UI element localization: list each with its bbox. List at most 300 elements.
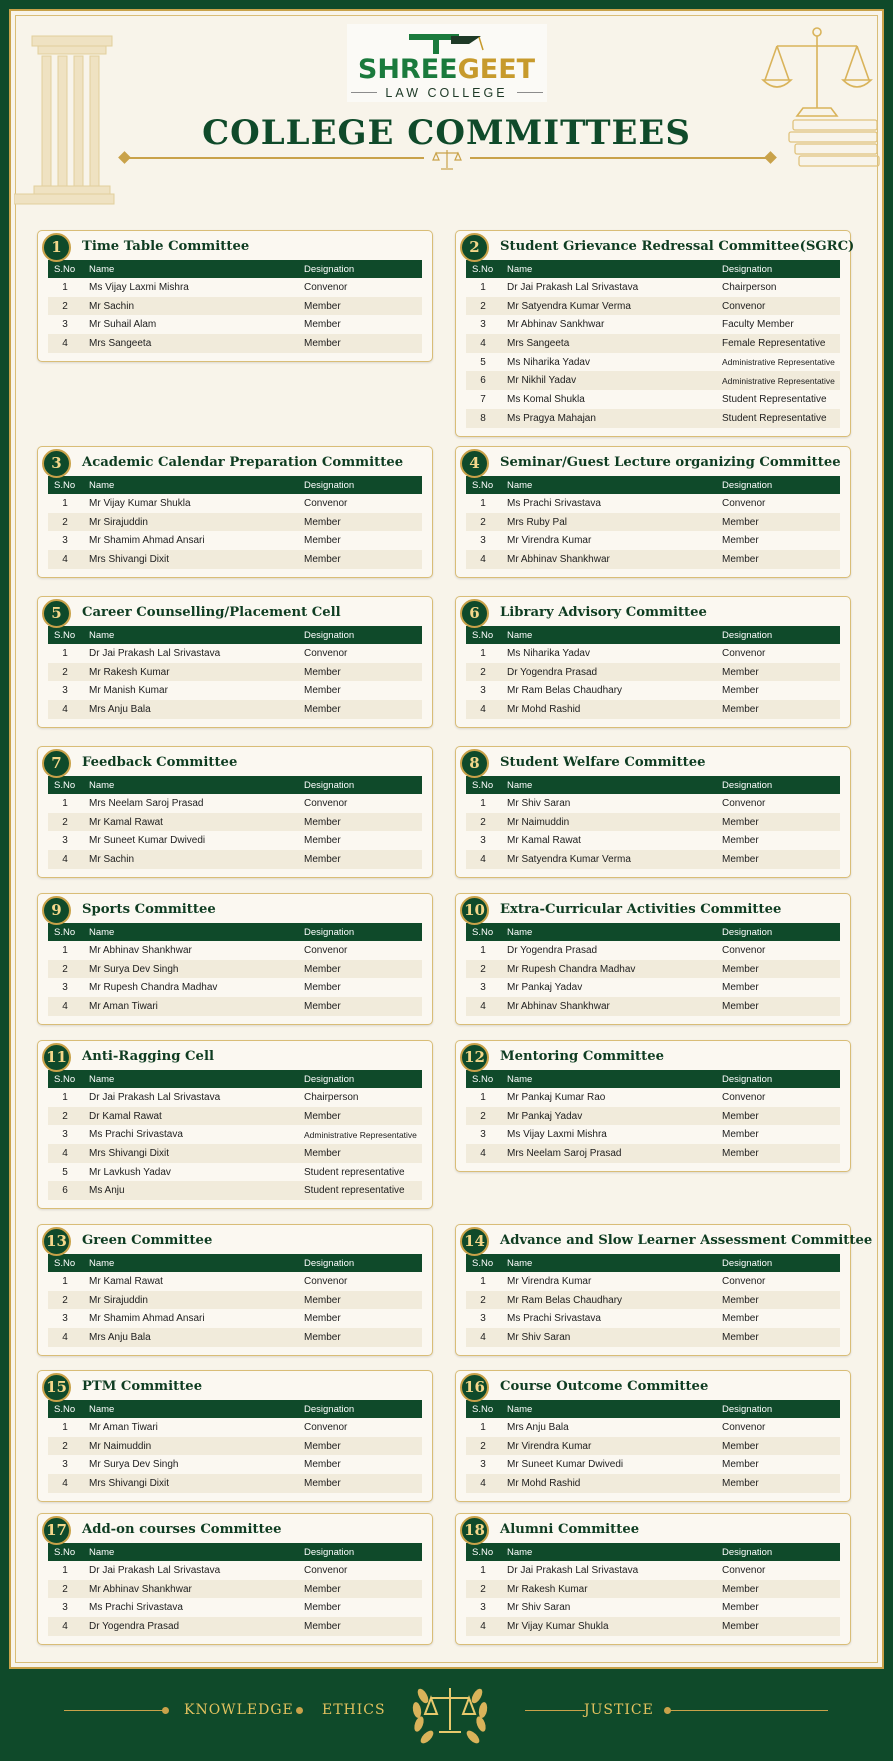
table-row [466, 278, 840, 297]
cell-designation: Member [718, 850, 840, 869]
table-row [466, 353, 840, 372]
cell-designation: Chairperson [304, 1091, 359, 1103]
committee-title: Anti-Ragging Cell [82, 1049, 214, 1064]
cell-sno: 4 [466, 850, 500, 869]
table-row [466, 813, 840, 832]
committee-card [455, 596, 851, 728]
cell-name: Mr Naimuddin [82, 1437, 300, 1456]
cell-name: Dr Jai Prakash Lal Srivastava [507, 1564, 639, 1576]
col-designation: Designation [718, 776, 840, 794]
table-row [48, 297, 422, 316]
col-name: Name [500, 626, 718, 644]
committee-number-badge: 4 [460, 449, 489, 478]
committee-table [466, 923, 840, 1016]
table-row [466, 390, 840, 409]
table-row [466, 1617, 840, 1636]
committee-number-badge: 17 [42, 1516, 71, 1545]
committee-number-badge: 6 [460, 599, 489, 628]
cell-designation: Member [300, 960, 422, 979]
cell-name: Mr Rakesh Kumar [500, 1580, 718, 1599]
committee-card [37, 1370, 433, 1502]
committee-card [455, 1040, 851, 1172]
cell-sno: 1 [62, 497, 68, 509]
cell-name: Dr Kamal Rawat [82, 1107, 300, 1126]
cell-name: Mr Sachin [82, 297, 300, 316]
cell-sno: 1 [62, 944, 68, 956]
col-sno: S.No [466, 1543, 500, 1561]
cell-name: Mr Aman Tiwari [82, 997, 300, 1016]
table-row [466, 960, 840, 979]
cell-name: Mr Sachin [82, 850, 300, 869]
table-row [48, 941, 422, 960]
col-sno: S.No [466, 626, 500, 644]
col-name: Name [82, 626, 300, 644]
table-row [48, 850, 422, 869]
cell-designation: Member [718, 1580, 840, 1599]
table-row [466, 1328, 840, 1347]
table-row [466, 315, 840, 334]
committee-table [48, 1400, 422, 1493]
cell-designation: Convenor [722, 797, 766, 809]
cell-designation: Member [300, 850, 422, 869]
cell-sno: 1 [62, 797, 68, 809]
cell-name: Mr Naimuddin [500, 813, 718, 832]
cell-designation: Student representative [300, 1181, 422, 1200]
table-row [48, 531, 422, 550]
cell-sno: 4 [466, 700, 500, 719]
cell-sno: 2 [466, 1107, 500, 1126]
cell-sno: 4 [48, 1144, 82, 1163]
cell-sno: 4 [466, 1328, 500, 1347]
cell-sno: 1 [480, 1421, 486, 1433]
cell-designation: Administrative Representative [304, 1129, 417, 1140]
cell-name: Mr Abhinav Shankhwar [500, 997, 718, 1016]
cell-name: Mr Mohd Rashid [500, 1474, 718, 1493]
cell-name: Mrs Shivangi Dixit [82, 550, 300, 569]
committee-number-badge: 13 [42, 1227, 71, 1256]
cell-designation: Member [718, 663, 840, 682]
cell-name: Dr Yogendra Prasad [507, 944, 598, 956]
cell-sno: 3 [480, 982, 486, 994]
cell-sno: 4 [466, 550, 500, 569]
table-row [48, 513, 422, 532]
committee-title: Student Welfare Committee [500, 755, 706, 770]
cell-name: Mr Satyendra Kumar Verma [500, 297, 718, 316]
cell-designation: Convenor [304, 1421, 348, 1433]
cell-designation: Member [304, 1459, 341, 1471]
cell-designation: Convenor [722, 1421, 766, 1433]
cell-sno: 7 [480, 393, 486, 405]
cell-designation: Member [300, 1617, 422, 1636]
table-row [466, 1291, 840, 1310]
cell-sno: 3 [480, 835, 486, 847]
committee-table [48, 260, 422, 353]
table-row [466, 334, 840, 353]
col-sno: S.No [48, 1400, 82, 1418]
table-row [466, 1598, 840, 1617]
committee-card [455, 1224, 873, 1356]
cell-sno: 3 [480, 1459, 486, 1471]
table-row [466, 831, 840, 850]
cell-designation: Member [300, 663, 422, 682]
committee-title: Course Outcome Committee [500, 1379, 709, 1394]
table-row [466, 513, 840, 532]
table-row [48, 700, 422, 719]
footer-word-knowledge: KNOWLEDGE [184, 1702, 294, 1718]
table-row [48, 1598, 422, 1617]
committee-table [466, 1070, 840, 1163]
committee-number-badge: 16 [460, 1373, 489, 1402]
committee-table [466, 1543, 840, 1636]
cell-sno: 2 [48, 297, 82, 316]
small-scales-icon [432, 148, 462, 172]
col-name: Name [82, 923, 300, 941]
cell-sno: 4 [48, 334, 82, 353]
table-row [48, 1291, 422, 1310]
cell-name: Ms Prachi Srivastava [507, 497, 601, 509]
committee-number-badge: 12 [460, 1043, 489, 1072]
table-row [466, 850, 840, 869]
table-row [48, 663, 422, 682]
cell-name: Mr Pankaj Yadav [507, 982, 583, 994]
committee-table [48, 626, 422, 719]
col-name: Name [500, 260, 718, 278]
cell-designation: Female Representative [718, 334, 840, 353]
cell-name: Mr Surya Dev Singh [89, 1459, 179, 1471]
cell-name: Dr Yogendra Prasad [82, 1617, 300, 1636]
cell-sno: 2 [466, 1580, 500, 1599]
cell-name: Mrs Neelam Saroj Prasad [89, 797, 204, 809]
table-row [466, 681, 840, 700]
table-row [466, 1437, 840, 1456]
col-designation: Designation [300, 1543, 422, 1561]
cell-sno: 3 [480, 685, 486, 697]
cell-designation: Member [718, 1437, 840, 1456]
cell-designation: Member [718, 1328, 840, 1347]
cell-name: Dr Yogendra Prasad [500, 663, 718, 682]
cell-designation: Member [718, 700, 840, 719]
cell-name: Ms Prachi Srivastava [89, 1602, 183, 1614]
cell-sno: 4 [48, 700, 82, 719]
col-sno: S.No [48, 1254, 82, 1272]
committee-title: Seminar/Guest Lecture organizing Committee [500, 455, 841, 470]
col-name: Name [500, 1543, 718, 1561]
col-sno: S.No [48, 476, 82, 494]
table-row [466, 663, 840, 682]
cell-sno: 4 [48, 850, 82, 869]
col-designation: Designation [300, 626, 422, 644]
col-sno: S.No [466, 923, 500, 941]
cell-name: Ms Prachi Srivastava [507, 1313, 601, 1325]
footer-word-justice: JUSTICE [584, 1702, 654, 1718]
table-row [466, 1474, 840, 1493]
cell-name: Mr Aman Tiwari [89, 1421, 158, 1433]
col-designation: Designation [718, 260, 840, 278]
cell-name: Mr Mohd Rashid [500, 700, 718, 719]
committee-card [455, 1513, 851, 1645]
table-row [466, 531, 840, 550]
committee-title: Time Table Committee [82, 239, 250, 254]
committee-number-badge: 3 [42, 449, 71, 478]
cell-designation: Faculty Member [722, 319, 794, 331]
committee-title: Student Grievance Redressal Committee(SGRC) [500, 239, 855, 254]
cell-name: Mr Abhinav Sankhwar [507, 319, 605, 331]
committee-table [466, 1400, 840, 1493]
table-row [48, 1125, 422, 1144]
cell-designation: Member [722, 535, 759, 547]
cell-sno: 3 [62, 982, 68, 994]
cell-name: Mr Rupesh Chandra Madhav [89, 982, 218, 994]
col-name: Name [82, 1254, 300, 1272]
cell-name: Mr Vijay Kumar Shukla [89, 497, 191, 509]
cell-designation: Member [722, 1459, 759, 1471]
col-sno: S.No [466, 1070, 500, 1088]
committee-table [466, 626, 840, 719]
cell-designation: Member [722, 982, 759, 994]
committee-card [455, 746, 851, 878]
cell-sno: 2 [48, 1437, 82, 1456]
cell-sno: 2 [48, 1580, 82, 1599]
col-name: Name [82, 476, 300, 494]
table-row [48, 1328, 422, 1347]
cell-name: Mr Sirajuddin [82, 513, 300, 532]
cell-designation: Member [722, 685, 759, 697]
cell-name: Mr Rakesh Kumar [82, 663, 300, 682]
cell-name: Mr Suneet Kumar Dwivedi [89, 835, 206, 847]
committee-number-badge: 2 [460, 233, 489, 262]
col-designation: Designation [300, 923, 422, 941]
cell-name: Mr Pankaj Kumar Rao [507, 1091, 606, 1103]
cell-sno: 3 [62, 685, 68, 697]
cell-designation: Student Representative [722, 393, 827, 405]
cell-sno: 1 [480, 281, 486, 293]
cell-name: Mr Suneet Kumar Dwivedi [507, 1459, 624, 1471]
committee-title: Career Counselling/Placement Cell [82, 605, 341, 620]
col-name: Name [500, 1070, 718, 1088]
col-sno: S.No [48, 626, 82, 644]
table-row [466, 978, 840, 997]
cell-designation: Member [300, 1437, 422, 1456]
cell-designation: Member [304, 685, 341, 697]
cell-sno: 5 [62, 1166, 68, 1178]
cell-designation: Member [718, 1617, 840, 1636]
table-row [48, 550, 422, 569]
cell-designation: Member [300, 813, 422, 832]
table-row [48, 978, 422, 997]
table-row [48, 1561, 422, 1580]
committee-number-badge: 1 [42, 233, 71, 262]
table-row [48, 681, 422, 700]
cell-name: Mr Vijay Kumar Shukla [500, 1617, 718, 1636]
cell-name: Mr Shiv Saran [500, 1328, 718, 1347]
table-row [466, 297, 840, 316]
cell-sno: 1 [480, 497, 486, 509]
table-row [466, 494, 840, 513]
table-row [48, 1181, 422, 1200]
cell-sno: 1 [62, 647, 68, 659]
col-designation: Designation [718, 1070, 840, 1088]
table-row [466, 1088, 840, 1107]
committee-card [455, 1370, 851, 1502]
cell-designation: Member [304, 535, 341, 547]
cell-sno: 2 [466, 663, 500, 682]
cell-name: Mr Virendra Kumar [500, 1437, 718, 1456]
col-name: Name [500, 923, 718, 941]
title-divider-left [124, 157, 424, 159]
cell-sno: 2 [466, 297, 500, 316]
col-sno: S.No [466, 1254, 500, 1272]
cell-sno: 2 [466, 1437, 500, 1456]
logo-text-geet: GEET [457, 54, 536, 85]
cell-name: Ms Komal Shukla [507, 393, 585, 405]
cell-designation: Convenor [304, 797, 348, 809]
cell-name: Ms Pragya Mahajan [500, 409, 718, 428]
col-designation: Designation [300, 1254, 422, 1272]
table-row [48, 997, 422, 1016]
col-sno: S.No [466, 476, 500, 494]
table-row [48, 813, 422, 832]
committee-title: Feedback Committee [82, 755, 238, 770]
cell-name: Dr Jai Prakash Lal Srivastava [89, 1091, 221, 1103]
col-name: Name [500, 1400, 718, 1418]
cell-designation: Member [718, 1291, 840, 1310]
cell-designation: Member [300, 700, 422, 719]
cell-sno: 3 [62, 1459, 68, 1471]
col-designation: Designation [300, 1400, 422, 1418]
cell-sno: 1 [62, 1421, 68, 1433]
cell-name: Dr Jai Prakash Lal Srivastava [89, 1564, 221, 1576]
cell-designation: Member [718, 813, 840, 832]
cell-sno: 2 [48, 663, 82, 682]
cell-designation: Member [300, 1474, 422, 1493]
cell-name: Ms Niharika Yadav [507, 356, 590, 368]
laurel-scales-emblem-icon [405, 1666, 495, 1758]
committee-title: Academic Calendar Preparation Committee [82, 455, 404, 470]
cell-designation: Member [718, 960, 840, 979]
table-row [48, 794, 422, 813]
cell-sno: 2 [466, 813, 500, 832]
table-row [466, 1561, 840, 1580]
cell-sno: 3 [62, 535, 68, 547]
cell-sno: 4 [48, 1328, 82, 1347]
committee-table [48, 476, 422, 569]
cell-designation: Member [304, 1313, 341, 1325]
cell-sno: 4 [466, 334, 500, 353]
cell-name: Mr Abhinav Shankhwar [82, 1580, 300, 1599]
committee-title: Add-on courses Committee [82, 1522, 282, 1537]
cell-sno: 2 [466, 960, 500, 979]
table-row [466, 700, 840, 719]
cell-name: Mr Kamal Rawat [82, 813, 300, 832]
table-row [466, 550, 840, 569]
cell-name: Ms Niharika Yadav [507, 647, 590, 659]
cell-sno: 1 [62, 281, 68, 293]
cell-name: Dr Jai Prakash Lal Srivastava [89, 647, 221, 659]
title-divider-right [470, 157, 770, 159]
committee-title: Mentoring Committee [500, 1049, 664, 1064]
cell-name: Mr Virendra Kumar [507, 535, 592, 547]
col-designation: Designation [300, 776, 422, 794]
committee-card [37, 230, 433, 362]
table-row [466, 1107, 840, 1126]
cell-designation: Member [718, 1107, 840, 1126]
table-row [48, 1163, 422, 1182]
cell-designation: Member [304, 835, 341, 847]
committee-number-badge: 8 [460, 749, 489, 778]
cell-designation: Member [718, 1144, 840, 1163]
cell-designation: Convenor [722, 1275, 766, 1287]
cell-name: Mr Rupesh Chandra Madhav [500, 960, 718, 979]
col-sno: S.No [466, 1400, 500, 1418]
col-name: Name [82, 260, 300, 278]
table-row [466, 644, 840, 663]
cell-designation: Member [300, 1107, 422, 1126]
footer-word-ethics: ETHICS [322, 1702, 386, 1718]
cell-designation: Member [722, 835, 759, 847]
col-designation: Designation [718, 1543, 840, 1561]
table-row [48, 1617, 422, 1636]
cell-designation: Member [304, 982, 341, 994]
cell-sno: 2 [48, 513, 82, 532]
cell-name: Mr Satyendra Kumar Verma [500, 850, 718, 869]
cell-sno: 3 [480, 1602, 486, 1614]
cell-designation: Member [722, 1313, 759, 1325]
cell-sno: 1 [480, 1091, 486, 1103]
cell-name: Mrs Sangeeta [500, 334, 718, 353]
cell-designation: Convenor [722, 1564, 766, 1576]
cell-sno: 2 [48, 960, 82, 979]
committee-card [455, 893, 851, 1025]
cell-sno: 1 [62, 1275, 68, 1287]
table-row [48, 960, 422, 979]
table-row [48, 1309, 422, 1328]
table-row [466, 1272, 840, 1291]
cell-designation: Member [300, 334, 422, 353]
committee-card [37, 1040, 433, 1209]
cell-sno: 3 [480, 1129, 486, 1141]
cell-name: Mrs Shivangi Dixit [82, 1474, 300, 1493]
cell-sno: 4 [48, 997, 82, 1016]
committee-title: Sports Committee [82, 902, 216, 917]
cell-name: Mr Abhinav Shankhwar [500, 550, 718, 569]
committee-table [466, 776, 840, 869]
committee-card [37, 596, 433, 728]
cell-sno: 4 [48, 1617, 82, 1636]
cell-designation: Member [718, 997, 840, 1016]
cell-sno: 2 [48, 1107, 82, 1126]
cell-designation: Administrative Representative [718, 371, 840, 390]
col-designation: Designation [300, 260, 422, 278]
cell-name: Mr Surya Dev Singh [82, 960, 300, 979]
cell-sno: 3 [62, 319, 68, 331]
col-sno: S.No [48, 776, 82, 794]
cell-sno: 3 [480, 1313, 486, 1325]
cell-sno: 3 [480, 535, 486, 547]
table-row [466, 409, 840, 428]
cell-sno: 3 [62, 1602, 68, 1614]
cell-designation: Member [722, 1129, 759, 1141]
table-row [466, 941, 840, 960]
col-sno: S.No [466, 260, 500, 278]
col-name: Name [82, 1400, 300, 1418]
committee-number-badge: 7 [42, 749, 71, 778]
cell-designation: Convenor [304, 497, 348, 509]
table-row [48, 1580, 422, 1599]
committee-table [466, 260, 840, 428]
cell-sno: 2 [48, 813, 82, 832]
cell-name: Mr Abhinav Shankhwar [89, 944, 192, 956]
cell-name: Mrs Anju Bala [507, 1421, 569, 1433]
